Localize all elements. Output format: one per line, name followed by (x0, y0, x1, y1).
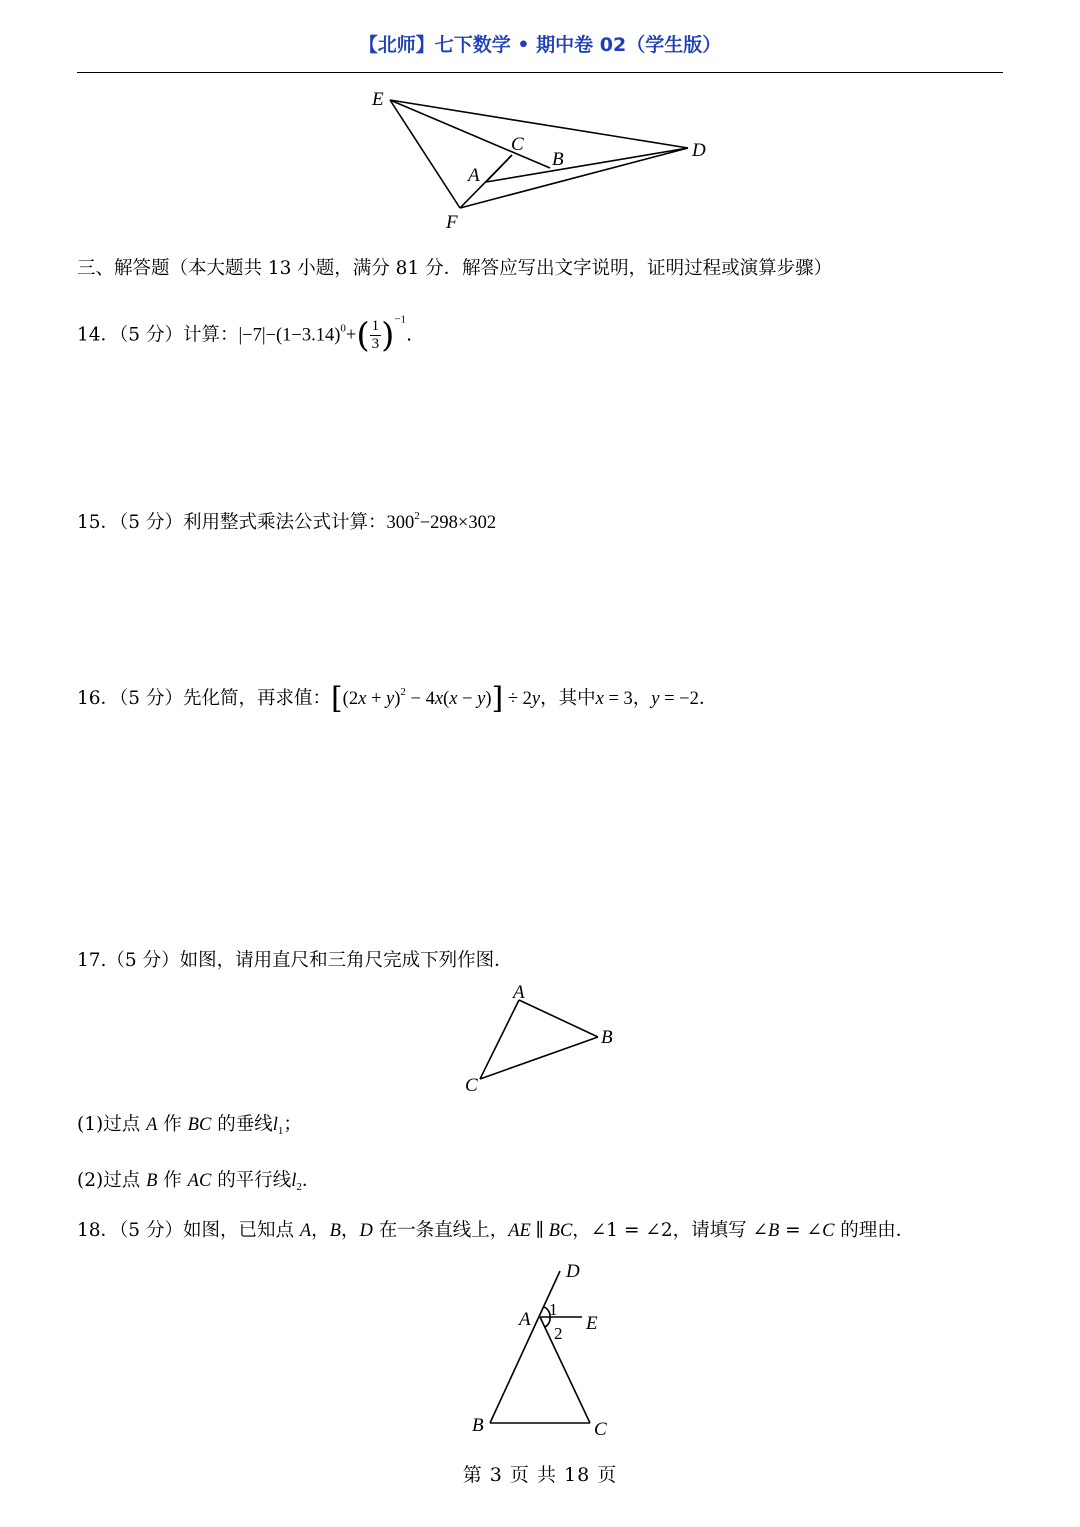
question-18: 18．（5 分）如图，已知点 A，B，D 在一条直线上，AE ∥ BC，∠1 = ∠2，请填写 ∠B = ∠C 的理由． (77, 1220, 915, 1241)
question-17: 17.（5 分）如图，请用直尺和三角尺完成下列作图． (77, 950, 513, 971)
label-E: E (372, 89, 384, 110)
label-angle-2: 2 (554, 1324, 563, 1343)
label-D: D (692, 140, 706, 161)
label-C: C (511, 134, 524, 155)
question-17-part-1: (1)过点 A 作 BC 的垂线$l_1$； (77, 1114, 302, 1137)
question-15: 15．（5 分）利用整式乘法公式计算：$300^2-298\times 302$ (77, 510, 497, 533)
label-E: E (586, 1313, 598, 1334)
seg-EB (390, 100, 550, 168)
seg-AC (540, 1317, 590, 1423)
label-C: C (594, 1419, 607, 1440)
label-A: A (468, 165, 480, 186)
seg-DB (490, 1271, 560, 1423)
seg-ED (390, 100, 688, 148)
question-14: 14．（5 分）计算：$|-7|-(1-3.14)^0+$( $\frac{1}{3}$ )$^{-1}$. (77, 313, 412, 356)
label-B: B (472, 1415, 484, 1436)
seg-EF (390, 100, 460, 208)
figure-triangle-abc-with-line (0, 1255, 1080, 1445)
label-A: A (519, 1309, 531, 1330)
question-17-part-2: (2)过点 B 作 AC 的平行线$l_2$． (77, 1170, 321, 1193)
label-A: A (513, 982, 525, 1003)
label-F: F (446, 212, 458, 233)
label-C: C (465, 1075, 478, 1096)
label-B: B (552, 149, 564, 170)
seg-FD (460, 148, 688, 208)
page-footer: 第 3 页 共 18 页 (462, 1464, 618, 1486)
seg-AB (519, 1000, 598, 1037)
figure-triangles-edf (0, 0, 1080, 240)
label-D: D (566, 1261, 580, 1282)
question-16: 16．（5 分）先化简，再求值：$[(2x + y)^2 - 4x(x - y)] \div 2y$，其中x = 3，y = −2． (77, 681, 718, 716)
section-3-heading: 三、解答题（本大题共 13 小题，满分 81 分．解答应写出文字说明，证明过程或演算步骤） (77, 258, 833, 279)
figure-triangle-abc (0, 980, 1080, 1100)
label-B: B (601, 1027, 613, 1048)
label-angle-1: 1 (549, 1300, 558, 1319)
page-header: 【北师】七下数学 • 期中卷 02（学生版） (358, 34, 722, 56)
